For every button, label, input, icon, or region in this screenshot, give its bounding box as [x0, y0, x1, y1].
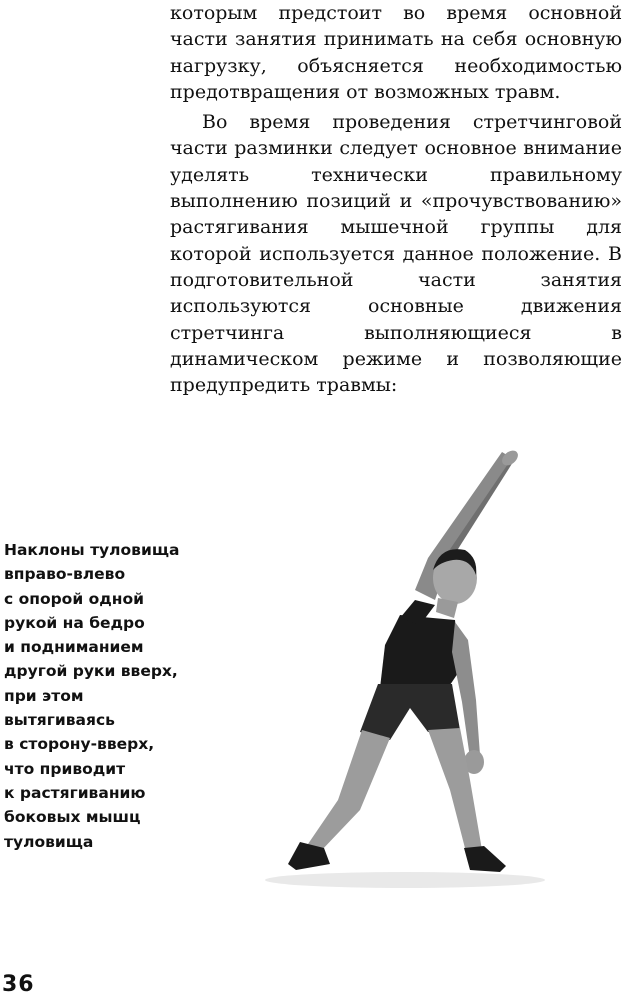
caption-line: к растягиванию: [4, 783, 146, 802]
caption-line: рукой на бедро: [4, 613, 145, 632]
exercise-photo: [250, 440, 550, 900]
caption-line: другой руки вверх,: [4, 662, 178, 681]
caption-line: вытягиваясь: [4, 711, 115, 730]
caption-line: вправо-влево: [4, 565, 126, 584]
figure-caption: [4, 538, 194, 854]
caption-line: и подниманием: [4, 638, 144, 657]
body-text: [170, 0, 622, 398]
page-number: 36: [2, 972, 35, 997]
caption-line: Наклоны туловища: [4, 541, 180, 559]
paragraph-2: Во время проведения стретчинговой части разминки следует основное внимание уделять технически правильному выполнению позиций и «прочувствованию» растягивания мышечной группы для которой используется данное положение. В подготовительной части занятия используются основные движения стретчинга выполняющиеся в динамическом режиме и позволяющие предупредить травмы:: [170, 111, 622, 397]
caption-line: при этом: [4, 686, 84, 705]
paragraph-1: которым предстоит во время основной части занятия принимать на себя основную нагрузку, объясняется необходимостью предотвращения от возможных травм.: [170, 2, 622, 103]
caption-line: с опорой одной: [4, 589, 144, 608]
caption-line: боковых мышц: [4, 808, 141, 827]
caption-line: туловища: [4, 832, 94, 851]
stretching-woman-illustration: [250, 440, 550, 900]
caption-line: в сторону-вверх,: [4, 735, 155, 754]
caption-line: что приводит: [4, 759, 126, 778]
